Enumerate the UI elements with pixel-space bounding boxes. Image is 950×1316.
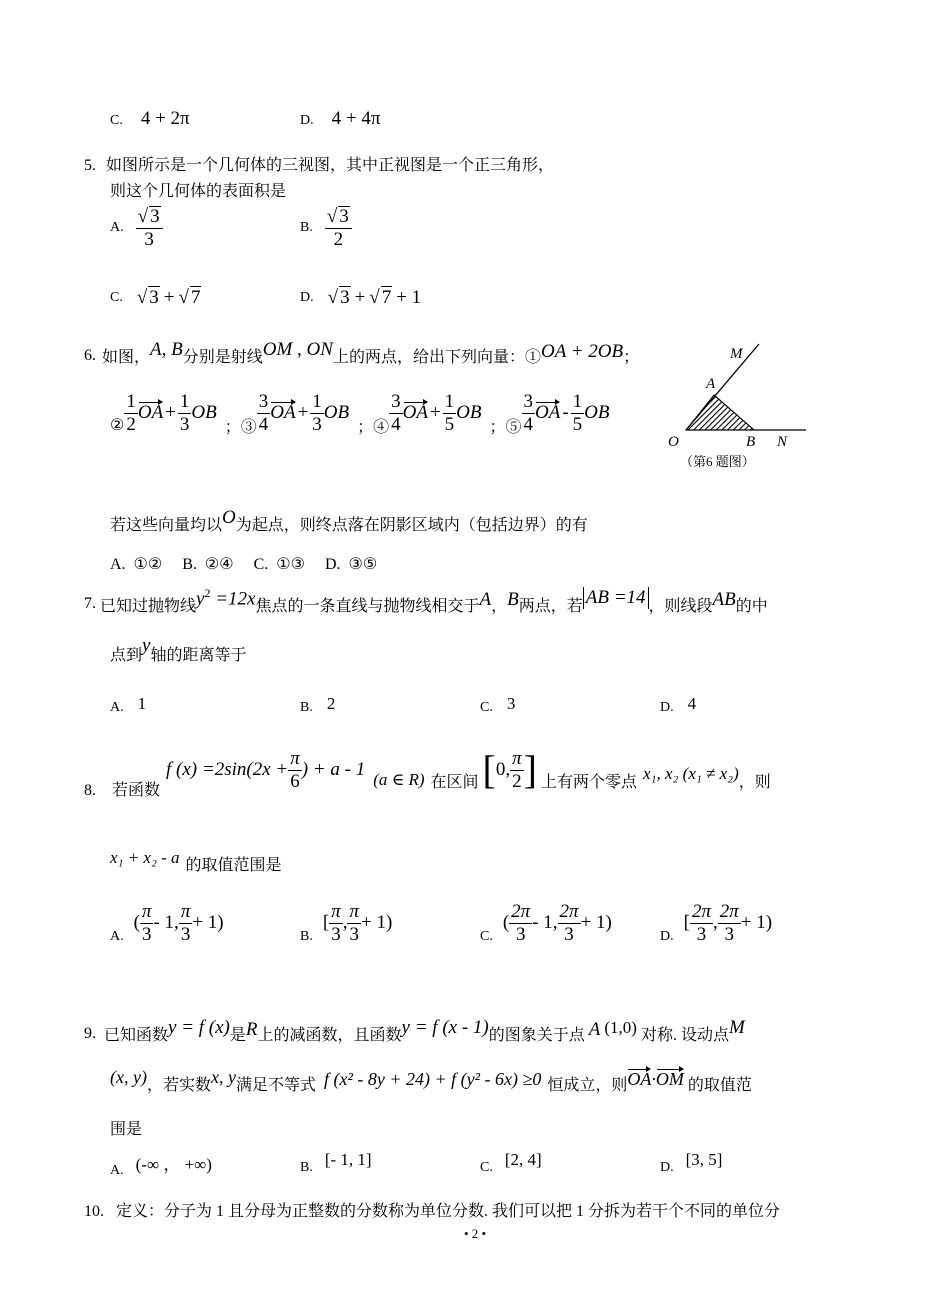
text: 的取值范围是 [185, 857, 282, 874]
operator: + [429, 402, 441, 424]
option-value: [- 1, 1] [324, 1150, 372, 1169]
q6-line1 [84, 338, 640, 367]
vector-ob: OB [456, 402, 482, 424]
math: M [728, 1016, 745, 1038]
q8-line1: 8. 若函数 f (x) =2sin(2x + $\frac{\pi}{6}$ ) + a - 1 (a ∈ R) 在区间 [ 0, $\frac{\pi}{2}$ ] 上有两个零点 x₁, x₂ (x₁ ≠ x₂) ，则 [84, 747, 771, 799]
text: 上有两个零点 [540, 773, 637, 791]
math: O [222, 506, 236, 528]
numerator: 3 [150, 206, 160, 227]
radicand: 7 [190, 287, 201, 308]
text: 若函数 [112, 782, 161, 799]
question-number: 10. [84, 1203, 104, 1220]
math: R [245, 1018, 258, 1040]
math: y [142, 634, 151, 656]
page-number: • 2 • [463, 1226, 487, 1241]
q9-option-b [300, 1150, 372, 1175]
option-label: B. [300, 928, 313, 944]
radicand: 7 [381, 287, 392, 308]
q8-option-a: A. ( $\frac{\pi}{3}$ - 1, $\frac{\pi}{3}$ + 1) [110, 901, 224, 945]
vector-ob: OB [191, 402, 217, 424]
label-b: B [746, 434, 756, 450]
q5-option-c: C. √ 3 + √ 7 [110, 286, 201, 308]
label-m: M [730, 346, 743, 362]
fraction: $\frac{\pi}{2}$ [512, 747, 522, 792]
math: A [588, 1018, 601, 1040]
q9-line2: (x, y) ，若实数 x, y 满足不等式 f (x² - 8y + 24) + f (y² - 6x) ≥0 恒成立，则 OA·OM 的取值范 [110, 1067, 752, 1094]
option-label: D. [660, 928, 674, 944]
fraction: $\frac{3}{4}$ [258, 391, 269, 435]
q5-option-a [110, 206, 163, 250]
math: OM , ON [262, 338, 333, 360]
text: 是 [229, 1027, 246, 1044]
math: x₁, x₂ (x₁ ≠ x₂) [643, 764, 739, 783]
math: y = f (x - 1) [401, 1016, 489, 1038]
label-a: A [706, 376, 716, 392]
operator: + 1 [396, 286, 422, 308]
vector-oa: OA [627, 1069, 652, 1089]
fraction: $\frac{1}{5}$ [572, 391, 583, 435]
q7-line1 [84, 586, 768, 616]
option-label: C. [110, 113, 123, 128]
math: A, B [150, 338, 183, 360]
option-label: D. [300, 113, 314, 128]
figure-caption: （第6 题图） [680, 454, 755, 469]
fraction: $\frac{3}{4}$ [523, 391, 534, 435]
math: (a ∈ R) [373, 770, 425, 789]
option-value: 4 + 2π [140, 108, 190, 129]
option-label: C. [480, 928, 493, 944]
operator: + [354, 286, 366, 308]
option-value: [2, 4] [504, 1150, 542, 1169]
q5-option-d: D. √ 3 + √ 7 + 1 [300, 286, 422, 308]
vector-oa: OA [137, 402, 164, 424]
q9-line1 [84, 1016, 745, 1045]
math: ) + a - 1 [301, 759, 366, 780]
text: 分别是射线 [182, 349, 263, 366]
text: 的取值范 [687, 1077, 752, 1094]
option-value: 2 [326, 694, 336, 713]
text: 上的两点，给出下列向量：① [332, 349, 541, 366]
exponent: 2 [204, 586, 211, 600]
operator: + [163, 286, 175, 308]
question-number: 9. [84, 1024, 96, 1042]
q4-option-d [300, 108, 380, 130]
math: AB =14 [583, 587, 649, 609]
math: A [479, 589, 492, 611]
text: 上的减函数，且函数 [257, 1027, 402, 1044]
q6-figure [664, 340, 814, 475]
fraction: $\frac{1}{3}$ [179, 391, 190, 435]
option-value: 4 [687, 694, 697, 713]
q6-options: A. ①② B. ②④ C. ①③ D. ③⑤ [110, 556, 378, 573]
text: 满足不等式 [235, 1077, 316, 1094]
numerator: 3 [339, 206, 349, 227]
question-text: 如图所示是一个几何体的三视图，其中正视图是一个正三角形， [106, 157, 555, 174]
q6-line3 [110, 506, 588, 535]
question-number: 7. [84, 595, 96, 613]
math: 0, [495, 759, 511, 780]
question-number: 8. [84, 782, 96, 799]
circle-5: ；⑤ [489, 418, 522, 436]
q7-option-a [110, 694, 147, 718]
math: (x, y) [110, 1067, 147, 1087]
q9-line3: 围是 [110, 1121, 143, 1138]
radicand: 3 [149, 287, 159, 308]
text: 已知过抛物线 [100, 597, 197, 615]
option-label: C. [480, 1160, 493, 1175]
option-label: B. [300, 700, 313, 715]
vector-oa: OA [270, 402, 296, 424]
math: + 1) [740, 912, 773, 934]
q7-line2 [110, 634, 247, 665]
math: f (x) =2sin(2x + [166, 759, 289, 780]
text: 对称. 设动点 [640, 1027, 729, 1044]
text: 的中 [735, 597, 768, 615]
math: AB [712, 589, 736, 611]
radicand: 3 [340, 287, 350, 308]
option-label: D. [660, 1160, 674, 1175]
operator: + [165, 402, 176, 424]
option-label: A. [110, 219, 124, 235]
q6-line2 [110, 392, 610, 435]
option-value: 4 + 4π [331, 108, 381, 129]
vector-ob: OB [323, 402, 350, 424]
q9-option-c [480, 1150, 542, 1175]
option-value: 3 [506, 694, 516, 713]
vector-oa: OA [402, 402, 428, 424]
math: B [507, 589, 519, 611]
text: 为起点，则终点落在阴影区域内（包括边界）的有 [235, 517, 588, 534]
label-o: O [668, 434, 679, 450]
option-label: A. [110, 928, 124, 944]
math: y [196, 588, 205, 610]
fraction: $\frac{√ 3}{3}$ [136, 206, 163, 250]
text: 在区间 [430, 773, 479, 791]
vector-1: OA + 2OB [540, 340, 624, 362]
math: x, y [210, 1067, 236, 1087]
math: f (x² - 8y + 24) + f (y² - 6x) ≥0 [323, 1069, 542, 1089]
text: 如图， [102, 349, 151, 366]
text: 焦点的一条直线与抛物线相交于 [255, 597, 480, 615]
q8-option-b: B. [ $\frac{\pi}{3}$ , $\frac{\pi}{3}$ + 1) [300, 901, 393, 945]
math: (1,0) [604, 1017, 637, 1037]
math: y = f (x) [168, 1016, 230, 1038]
vector-ob: OB [584, 402, 610, 424]
option-label: B. [300, 219, 313, 235]
option-label: D. [660, 700, 674, 715]
text: 轴的距离等于 [150, 647, 247, 664]
denominator: 2 [333, 228, 344, 250]
denominator: 3 [144, 228, 154, 250]
option-label: A. [110, 700, 124, 715]
option-value: [3, 5] [685, 1150, 723, 1169]
operator: + [297, 402, 309, 424]
q5-option-b [300, 206, 352, 250]
question-text: 定义：分子为 1 且分母为正整数的分数称为单位分数. 我们可以把 1 分拆为若干个不同的单位分 [116, 1203, 781, 1220]
math: + 1) [360, 912, 393, 934]
option-value: (-∞ ， +∞) [135, 1155, 212, 1174]
fraction: $\frac{√ 3}{2}$ [325, 206, 352, 250]
q10-line1 [84, 1198, 780, 1221]
q9-option-d [660, 1150, 723, 1175]
q8-option-d: D. [ $\frac{2\pi}{3}$ , $\frac{2\pi}{3}$ + 1) [660, 901, 773, 945]
math: x₁ + x₂ - a [110, 847, 180, 867]
q7-option-c [480, 694, 516, 718]
fraction: $\frac{1}{5}$ [444, 391, 455, 435]
circle-4: ；④ [357, 418, 390, 436]
fraction: $\frac{\pi}{6}$ [290, 747, 300, 792]
q5-line1 [84, 152, 554, 175]
option-label: A. [110, 1162, 124, 1178]
math: =12x [210, 588, 256, 610]
text: 的图象关于点 [488, 1027, 585, 1044]
q9-option-a [110, 1150, 212, 1178]
circle-3: ；③ [224, 418, 257, 436]
q5-line2: 则这个几何体的表面积是 [110, 183, 287, 200]
vector-oa: OA [535, 402, 561, 424]
q7-option-d [660, 694, 697, 718]
question-number: 5. [84, 157, 96, 174]
question-number: 6. [84, 346, 96, 364]
option-label: B. [300, 1160, 313, 1175]
fraction: $\frac{1}{3}$ [312, 391, 322, 435]
q8-option-c: C. ( $\frac{2\pi}{3}$ - 1, $\frac{2\pi}{3}$ + 1) [480, 901, 612, 945]
math: - 1, [532, 912, 558, 934]
option-value: 1 [137, 694, 147, 713]
math: + 1) [580, 912, 612, 934]
text: 若这些向量均以 [110, 517, 223, 534]
fraction: $\frac{1}{2}$ [126, 391, 136, 435]
math: + 1) [192, 912, 224, 934]
text: 已知函数 [104, 1027, 169, 1044]
option-label: C. [480, 700, 493, 715]
operator: - [562, 402, 569, 424]
text: ，则线段 [648, 597, 713, 615]
label-n: N [777, 434, 788, 450]
text: ， [491, 597, 508, 615]
text: ； [623, 349, 640, 366]
option-label: D. [300, 289, 314, 305]
text: 两点，若 [518, 597, 583, 615]
text: ，则 [738, 773, 771, 791]
math: - 1, [153, 912, 179, 934]
text: 恒成立，则 [547, 1077, 628, 1094]
q8-line2 [110, 847, 282, 875]
q7-option-b [300, 694, 336, 718]
text: 点到 [110, 647, 143, 664]
circle-2: ② [110, 417, 125, 435]
q4-option-c [110, 108, 190, 130]
vector-om: OM [655, 1069, 684, 1089]
text: ，若实数 [146, 1077, 211, 1094]
fraction: $\frac{3}{4}$ [391, 391, 401, 435]
option-label: C. [110, 289, 123, 305]
